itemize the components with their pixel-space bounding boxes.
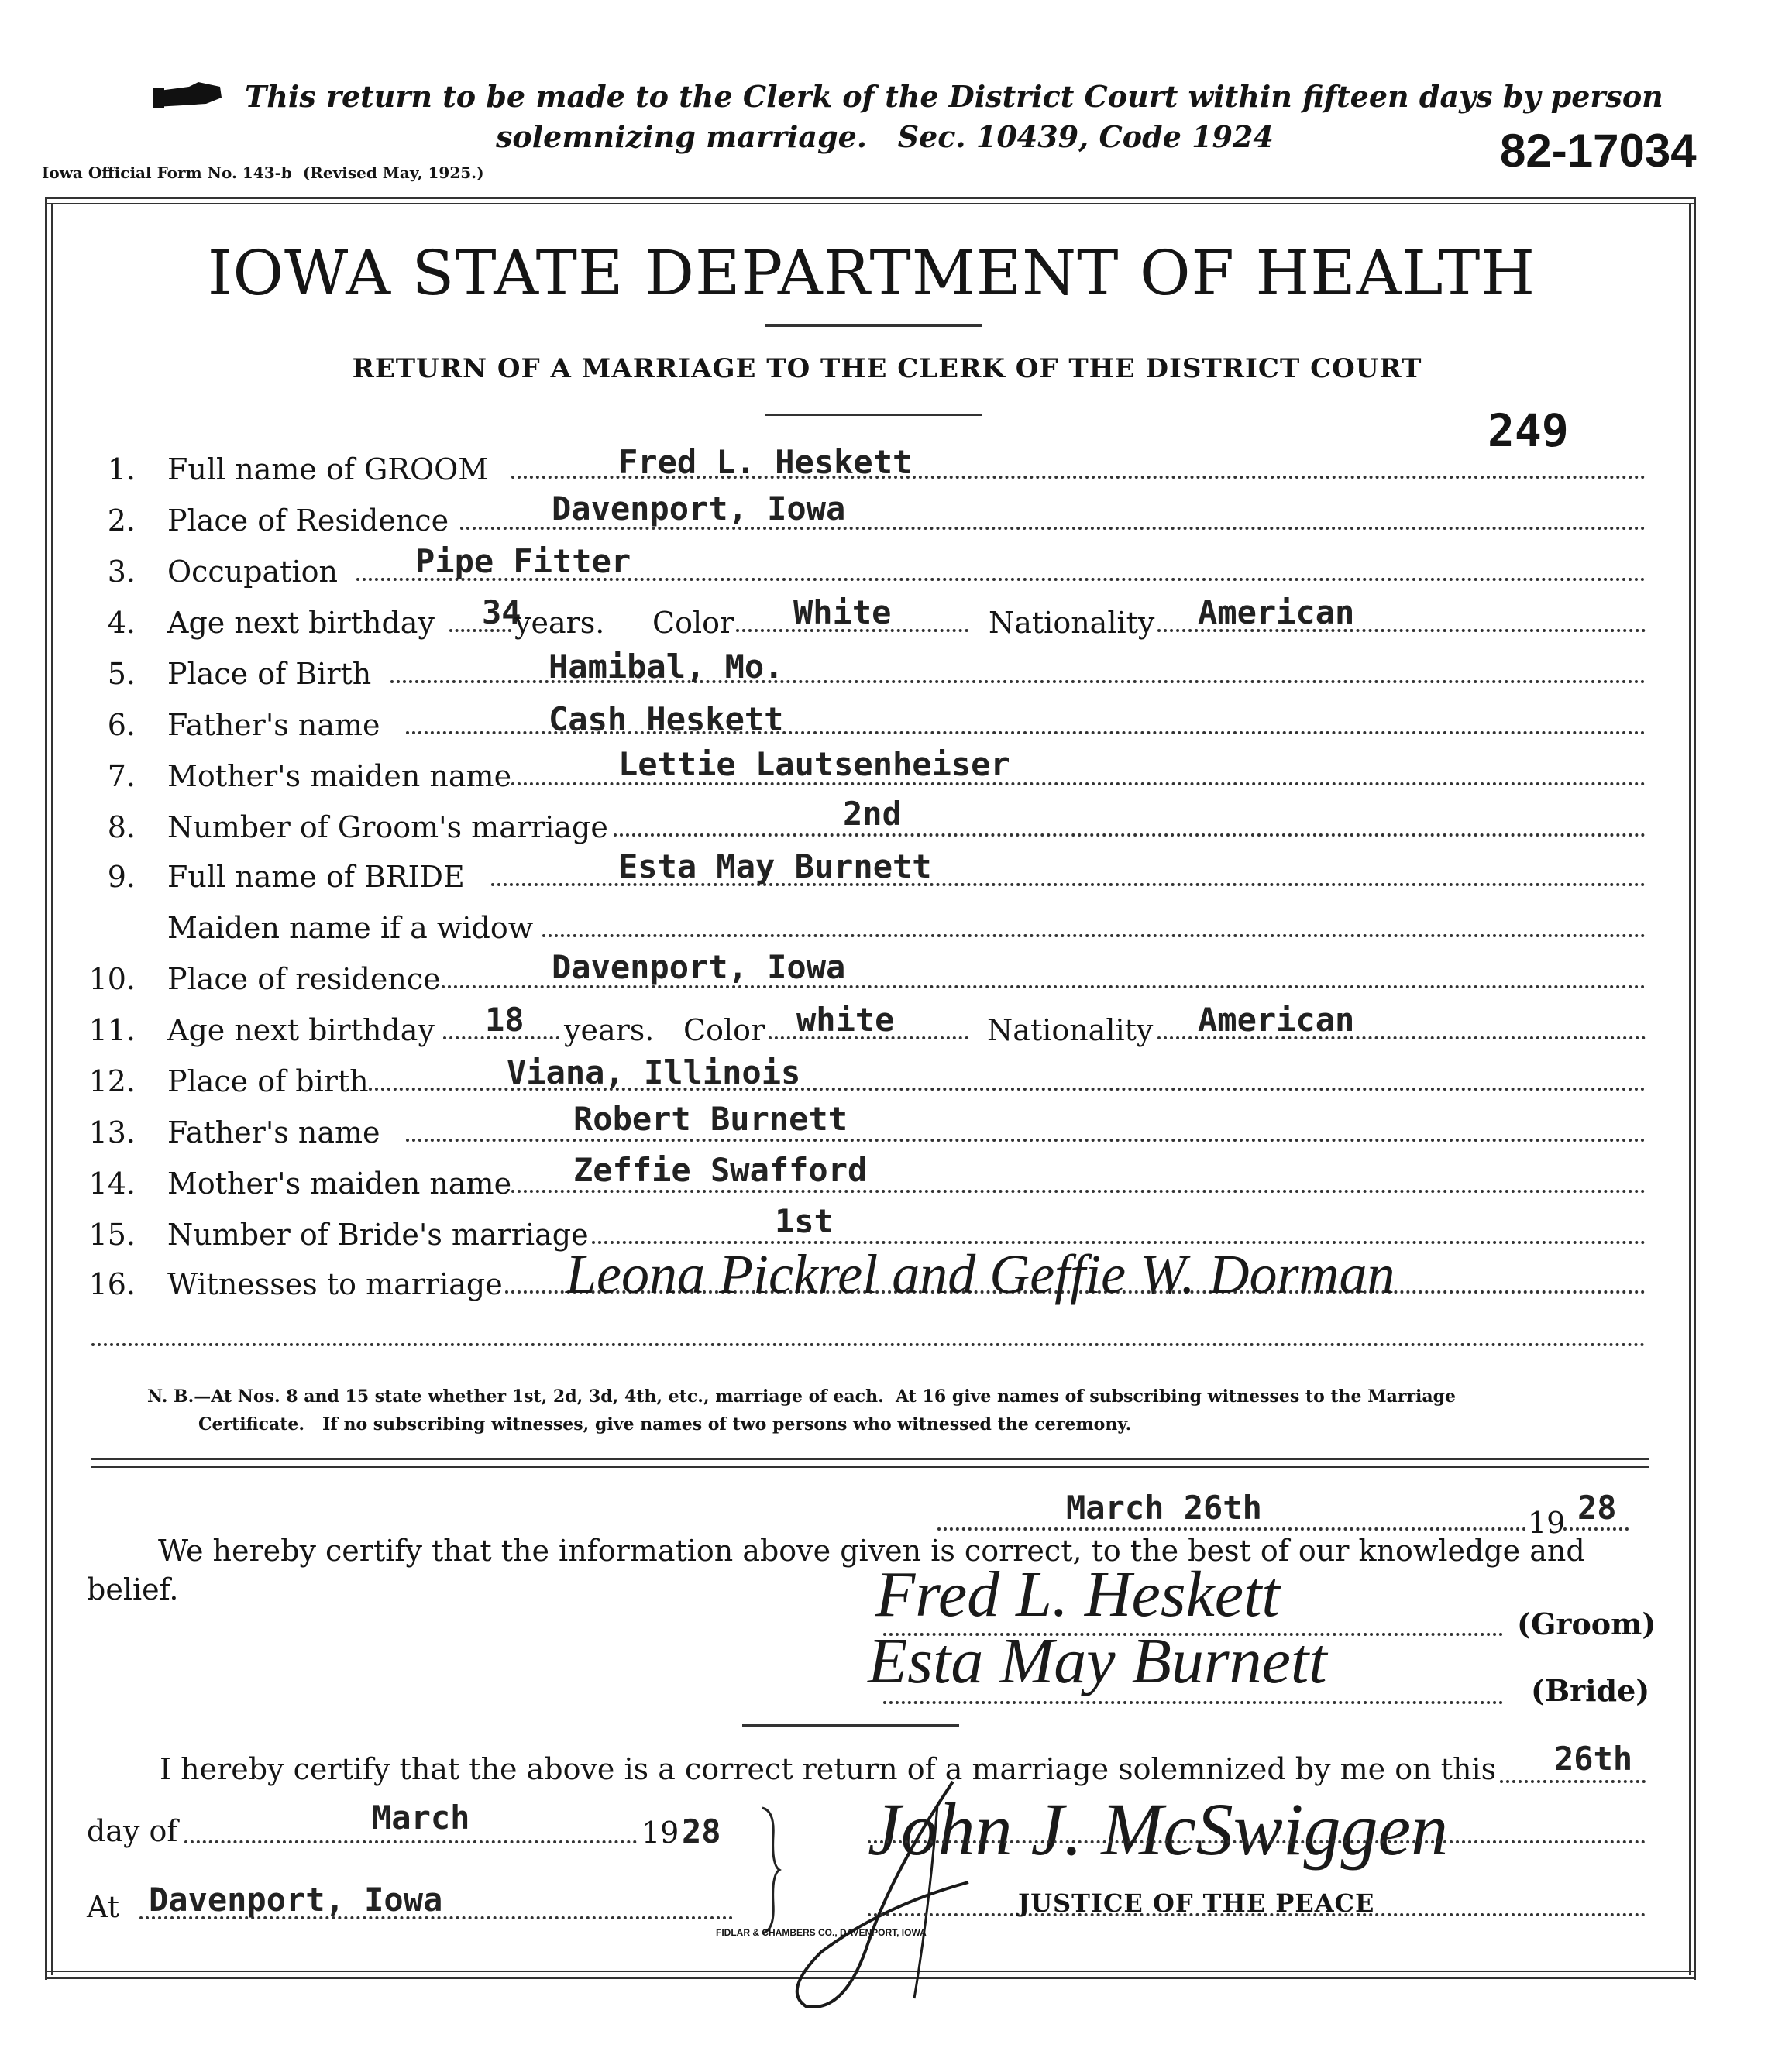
field-7-number: 7. — [107, 759, 136, 793]
frame-right-inner — [1689, 203, 1691, 1975]
groom-age-value: 34 — [482, 593, 521, 631]
officiant-day-value: 26th — [1554, 1740, 1633, 1778]
field-9-number: 9. — [107, 860, 136, 894]
maiden-name-label: Maiden name if a widow — [167, 911, 534, 945]
note-line-1: N. B.—At Nos. 8 and 15 state whether 1st, 2d, 3d, 4th, etc., marriage of each. At 16 give names of subscribing witnesses to the Marriage — [147, 1386, 1456, 1407]
field-5-label: Place of Birth — [167, 657, 372, 691]
note-line-2: Certificate. If no subscribing witnesses, give names of two persons who witnessed the ceremony. — [198, 1414, 1132, 1435]
day-line — [1500, 1780, 1646, 1783]
groom-signature: Fred L. Heskett — [875, 1558, 1280, 1630]
officiant-signature: John J. McSwiggen — [868, 1788, 1449, 1871]
bride-marriage-number-value: 1st — [775, 1202, 834, 1240]
bride-signature-label: (Bride) — [1531, 1673, 1650, 1708]
document-subtitle: RETURN OF A MARRIAGE TO THE CLERK OF THE DISTRICT COURT — [352, 353, 1422, 384]
maiden-name-line — [542, 934, 1646, 937]
groom-color-value: White — [793, 593, 892, 631]
bride-signature-line — [883, 1701, 1503, 1704]
pointing-hand-icon — [152, 81, 223, 113]
field-8-line — [614, 833, 1646, 837]
field-10-label: Place of residence — [167, 962, 441, 996]
officiant-signature-line — [868, 1840, 1646, 1843]
bride-name-value: Esta May Burnett — [618, 847, 932, 885]
field-9-label: Full name of BRIDE — [167, 860, 465, 894]
field-6-number: 6. — [107, 708, 136, 742]
year-line — [1563, 1527, 1629, 1531]
frame-left-inner — [51, 203, 53, 1975]
groom-name-value: Fred L. Heskett — [618, 443, 913, 481]
field-13-line — [406, 1139, 1646, 1142]
field-1-number: 1. — [107, 452, 136, 486]
day-of-label: day of — [87, 1814, 178, 1848]
record-number: 82-17034 — [1500, 125, 1697, 177]
section-divider-2 — [91, 1466, 1649, 1468]
field-5-number: 5. — [107, 657, 136, 691]
field-11-nationality-label: Nationality — [987, 1013, 1154, 1047]
officiant-month: March — [372, 1799, 470, 1837]
document-title: IOWA STATE DEPARTMENT OF HEALTH — [207, 237, 1536, 309]
field-11-number: 11. — [88, 1013, 136, 1047]
groom-occupation-value: Pipe Fitter — [415, 542, 631, 580]
groom-nationality-value: American — [1198, 593, 1355, 631]
frame-left — [45, 197, 47, 1980]
month-line — [184, 1840, 637, 1843]
certification-date: March 26th — [1066, 1489, 1262, 1527]
field-3-label: Occupation — [167, 555, 338, 589]
field-13-number: 13. — [88, 1115, 136, 1149]
bride-age-value: 18 — [485, 1001, 525, 1039]
field-12-number: 12. — [88, 1064, 136, 1098]
certification-statement-line-2: belief. — [87, 1572, 179, 1606]
frame-top-inner — [45, 203, 1695, 204]
officiant-place: Davenport, Iowa — [149, 1881, 443, 1919]
witnesses-signature: Leona Pickrel and Geffie W. Dorman — [566, 1243, 1395, 1305]
subtitle-rule — [765, 414, 982, 416]
form-number: Iowa Official Form No. 143-b (Revised May, 1925.) — [42, 163, 484, 182]
section-divider-1 — [91, 1458, 1649, 1460]
officiant-year-suffix: 28 — [682, 1813, 721, 1850]
groom-father-value: Cash Heskett — [549, 700, 784, 738]
field-6-label: Father's name — [167, 708, 380, 742]
field-4-years-label: years. — [514, 606, 605, 640]
instruction-line-1: This return to be made to the Clerk of the District Court within fifteen days by person — [245, 79, 1663, 114]
field-8-number: 8. — [107, 810, 136, 844]
bride-signature: Esta May Burnett — [868, 1625, 1327, 1697]
field-11-label: Age next birthday — [167, 1013, 435, 1047]
officiant-section-rule — [742, 1724, 959, 1727]
field-13-label: Father's name — [167, 1115, 380, 1149]
bride-father-value: Robert Burnett — [573, 1100, 848, 1138]
field-15-label: Number of Bride's marriage — [167, 1218, 589, 1252]
field-16-number: 16. — [88, 1267, 136, 1301]
field-11-years-label: years. — [564, 1013, 655, 1047]
field-11-color-label: Color — [683, 1013, 765, 1047]
printer-credit: FIDLAR & CHAMBERS CO., DAVENPORT, IOWA — [716, 1927, 927, 1938]
date-line — [937, 1527, 1526, 1531]
title-rule — [765, 324, 982, 327]
field-14-line — [511, 1190, 1646, 1193]
instruction-line-2: solemnizing marriage. Sec. 10439, Code 1924 — [496, 119, 1274, 154]
certificate-number: 249 — [1488, 404, 1569, 457]
certification-year-prefix: 19 — [1528, 1506, 1566, 1540]
field-12-label: Place of birth — [167, 1064, 369, 1098]
field-14-label: Mother's maiden name — [167, 1167, 512, 1201]
field-15-number: 15. — [88, 1218, 136, 1252]
frame-top — [45, 197, 1695, 199]
certification-statement-line-1: We hereby certify that the information above given is correct, to the best of our knowledge and — [158, 1534, 1585, 1568]
groom-residence-value: Davenport, Iowa — [552, 490, 846, 527]
groom-signature-label: (Groom) — [1517, 1606, 1656, 1641]
bride-birthplace-value: Viana, Illinois — [507, 1053, 801, 1091]
field-8-label: Number of Groom's marriage — [167, 810, 608, 844]
officiant-year-prefix: 19 — [641, 1816, 679, 1850]
bride-residence-value: Davenport, Iowa — [552, 948, 846, 986]
field-10-number: 10. — [88, 962, 136, 996]
at-label: At — [87, 1890, 120, 1924]
field-3-number: 3. — [107, 555, 136, 589]
field-4-label: Age next birthday — [167, 606, 435, 640]
bride-nationality-value: American — [1198, 1001, 1355, 1039]
certification-year-suffix: 28 — [1577, 1489, 1617, 1527]
field-4-color-label: Color — [652, 606, 734, 640]
groom-mother-value: Lettie Lautsenheiser — [618, 745, 1010, 783]
officiant-title: JUSTICE OF THE PEACE — [1018, 1888, 1375, 1918]
field-2-number: 2. — [107, 503, 136, 538]
field-1-label: Full name of GROOM — [167, 452, 489, 486]
extra-witness-line — [91, 1343, 1646, 1346]
field-16-label: Witnesses to marriage — [167, 1267, 503, 1301]
field-4-nationality-label: Nationality — [989, 606, 1155, 640]
groom-marriage-number-value: 2nd — [843, 795, 902, 833]
bride-color-value: white — [796, 1001, 895, 1039]
field-14-number: 14. — [88, 1167, 136, 1201]
officiant-statement: I hereby certify that the above is a correct return of a marriage solemnized by me on this — [160, 1752, 1497, 1786]
field-7-label: Mother's maiden name — [167, 759, 512, 793]
field-2-label: Place of Residence — [167, 503, 449, 538]
field-4-number: 4. — [107, 606, 136, 640]
frame-right — [1694, 197, 1696, 1980]
groom-birthplace-value: Hamibal, Mo. — [549, 648, 784, 686]
bride-mother-value: Zeffie Swafford — [573, 1151, 868, 1189]
